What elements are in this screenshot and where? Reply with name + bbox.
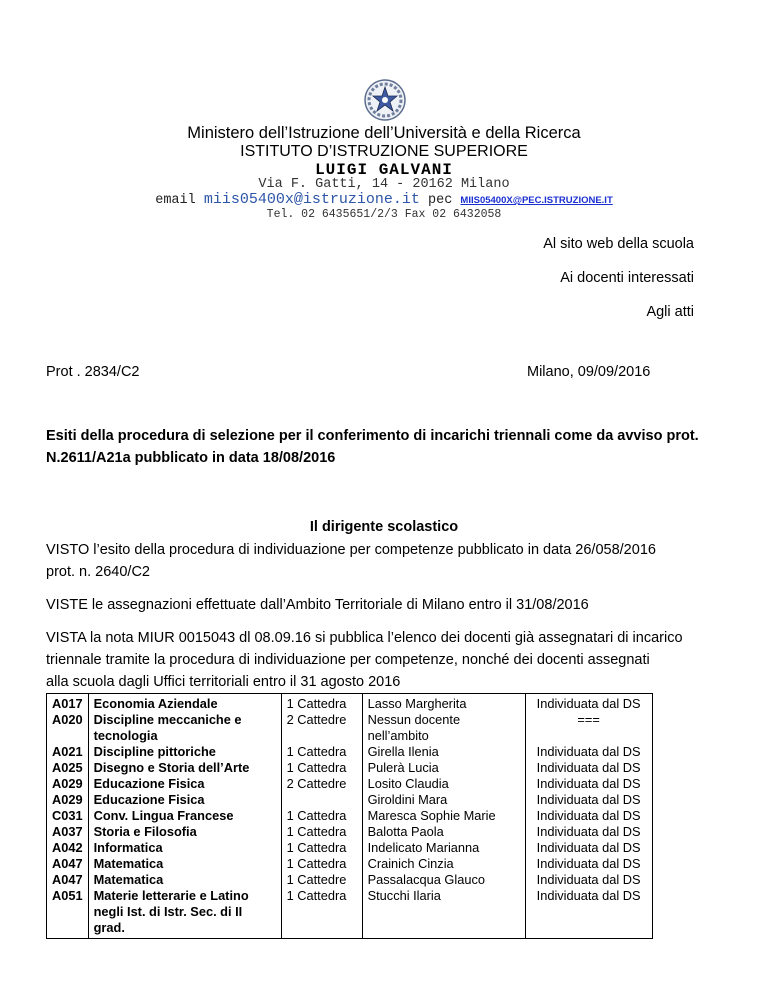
paragraph-viste [46, 594, 589, 616]
teacher-name: Losito Claudia [362, 776, 525, 792]
recipient-records: Agli atti [646, 304, 694, 320]
table-row [47, 808, 653, 824]
teacher-name: Girella Ilenia [362, 744, 525, 760]
table-row [47, 712, 653, 744]
chair-count: 1 Cattedra [281, 694, 362, 713]
protocol-number: Prot . 2834/C2 [46, 364, 140, 380]
subject-name: Storia e Filosofia [88, 824, 281, 840]
subject-name: Materie letterarie e Latino negli Ist. di Istr. Sec. di II grad. [88, 888, 281, 939]
chair-count: 1 Cattedra [281, 824, 362, 840]
chair-count: 1 Cattedra [281, 808, 362, 824]
recipient-teachers: Ai docenti interessati [560, 270, 694, 286]
teacher-name: Lasso Margherita [362, 694, 525, 713]
subject-name: Informatica [88, 840, 281, 856]
chair-count: 2 Cattedre [281, 776, 362, 808]
school-address: Via F. Gatti, 14 - 20162 Milano [258, 177, 510, 192]
subject-name: Educazione Fisica [88, 776, 281, 792]
table-row [47, 840, 653, 856]
assignment-status: Individuata dal DS [525, 744, 652, 760]
chair-count: 1 Cattedra [281, 744, 362, 760]
assignment-status: Individuata dal DS [525, 872, 652, 888]
class-code: A020 [47, 712, 89, 744]
chair-count: 2 Cattedre [281, 712, 362, 744]
chair-count: 1 Cattedra [281, 840, 362, 856]
paragraph-line: VISTA la nota MIUR 0015043 dl 08.09.16 si pubblica l’elenco dei docenti già assegnatari di incarico [46, 630, 683, 646]
paragraph-line: VISTO l’esito della procedura di individuazione per competenze pubblicato in data 26/058/2016 [46, 542, 656, 558]
class-code: A021 [47, 744, 89, 760]
assignment-status: === [525, 712, 652, 744]
table-row [47, 776, 653, 792]
recipient-website: Al sito web della scuola [543, 236, 694, 252]
place-date: Milano, 09/09/2016 [527, 364, 651, 380]
paragraph-line: alla scuola dagli Uffici territoriali entro il 31 agosto 2016 [46, 674, 401, 690]
table-row [47, 888, 653, 939]
subject-name: Economia Aziendale [88, 694, 281, 713]
class-code: A042 [47, 840, 89, 856]
table-row [47, 824, 653, 840]
assignment-status: Individuata dal DS [525, 856, 652, 872]
assignment-status: Individuata dal DS [525, 776, 652, 792]
ministry-name: Ministero dell’Istruzione dell’Università e della Ricerca [187, 124, 581, 142]
institute-name: ISTITUTO D’ISTRUZIONE SUPERIORE [240, 143, 528, 160]
class-code: A047 [47, 872, 89, 888]
class-code: A047 [47, 856, 89, 872]
chair-count: 1 Cattedre [281, 872, 362, 888]
teacher-name: Balotta Paola [362, 824, 525, 840]
assignment-status: Individuata dal DS [525, 760, 652, 776]
chair-count: 1 Cattedra [281, 760, 362, 776]
table-row [47, 694, 653, 713]
class-code: C031 [47, 808, 89, 824]
pec-link[interactable]: MIIS05400X@PEC.ISTRUZIONE.IT [460, 195, 613, 206]
assignment-status: Individuata dal DS [525, 808, 652, 824]
teacher-name: Pulerà Lucia [362, 760, 525, 776]
chair-count: 1 Cattedra [281, 888, 362, 939]
teacher-name: Maresca Sophie Marie [362, 808, 525, 824]
subject-line-1: Esiti della procedura di selezione per il conferimento di incarichi triennali come da avviso prot. [46, 428, 699, 444]
teacher-name: Nessun docente nell’ambito [362, 712, 525, 744]
subject-name: Discipline pittoriche [88, 744, 281, 760]
pec-label: pec [428, 193, 453, 208]
table-row [47, 856, 653, 872]
paragraph-line: triennale tramite la procedura di individuazione per competenze, nonché dei docenti assegnati [46, 652, 650, 668]
paragraph-visto [46, 539, 656, 583]
subject-name: Conv. Lingua Francese [88, 808, 281, 824]
email-label: email [155, 193, 196, 208]
class-code: A037 [47, 824, 89, 840]
assignments-table [46, 693, 653, 939]
class-code: A029 [47, 776, 89, 792]
class-code: A029 [47, 792, 89, 808]
teacher-name: Passalacqua Glauco [362, 872, 525, 888]
assignment-status: Individuata dal DS [525, 694, 652, 713]
assignment-status: Individuata dal DS [525, 824, 652, 840]
subject-name: Matematica [88, 856, 281, 872]
email-link[interactable]: miis05400x@istruzione.it [203, 191, 420, 208]
assignment-status: Individuata dal DS [525, 840, 652, 856]
table-row [47, 744, 653, 760]
teacher-name: Stucchi Ilaria [362, 888, 525, 939]
paragraph-vista [46, 627, 683, 693]
chair-count: 1 Cattedra [281, 856, 362, 872]
subject-name: Educazione Fisica [88, 792, 281, 808]
school-name: LUIGI GALVANI [315, 161, 453, 179]
email-line [0, 191, 768, 208]
subject-name: Discipline meccaniche e tecnologia [88, 712, 281, 744]
assignment-status: Individuata dal DS [525, 888, 652, 939]
paragraph-line: prot. n. 2640/C2 [46, 564, 150, 580]
teacher-name: Indelicato Marianna [362, 840, 525, 856]
subject-name: Disegno e Storia dell’Arte [88, 760, 281, 776]
table-row [47, 760, 653, 776]
subject-name: Matematica [88, 872, 281, 888]
teacher-name: Crainich Cinzia [362, 856, 525, 872]
teacher-name: Giroldini Mara [362, 792, 525, 808]
assignment-status: Individuata dal DS [525, 792, 652, 808]
class-code: A025 [47, 760, 89, 776]
table-row [47, 872, 653, 888]
signer-title: Il dirigente scolastico [309, 519, 459, 535]
republic-emblem-icon [363, 78, 407, 122]
class-code: A051 [47, 888, 89, 939]
class-code: A017 [47, 694, 89, 713]
phone-fax: Tel. 02 6435651/2/3 Fax 02 6432058 [266, 208, 502, 221]
subject-line-2: N.2611/A21a pubblicato in data 18/08/2016 [46, 450, 336, 466]
paragraph-line: VISTE le assegnazioni effettuate dall’Ambito Territoriale di Milano entro il 31/08/2016 [46, 597, 589, 613]
